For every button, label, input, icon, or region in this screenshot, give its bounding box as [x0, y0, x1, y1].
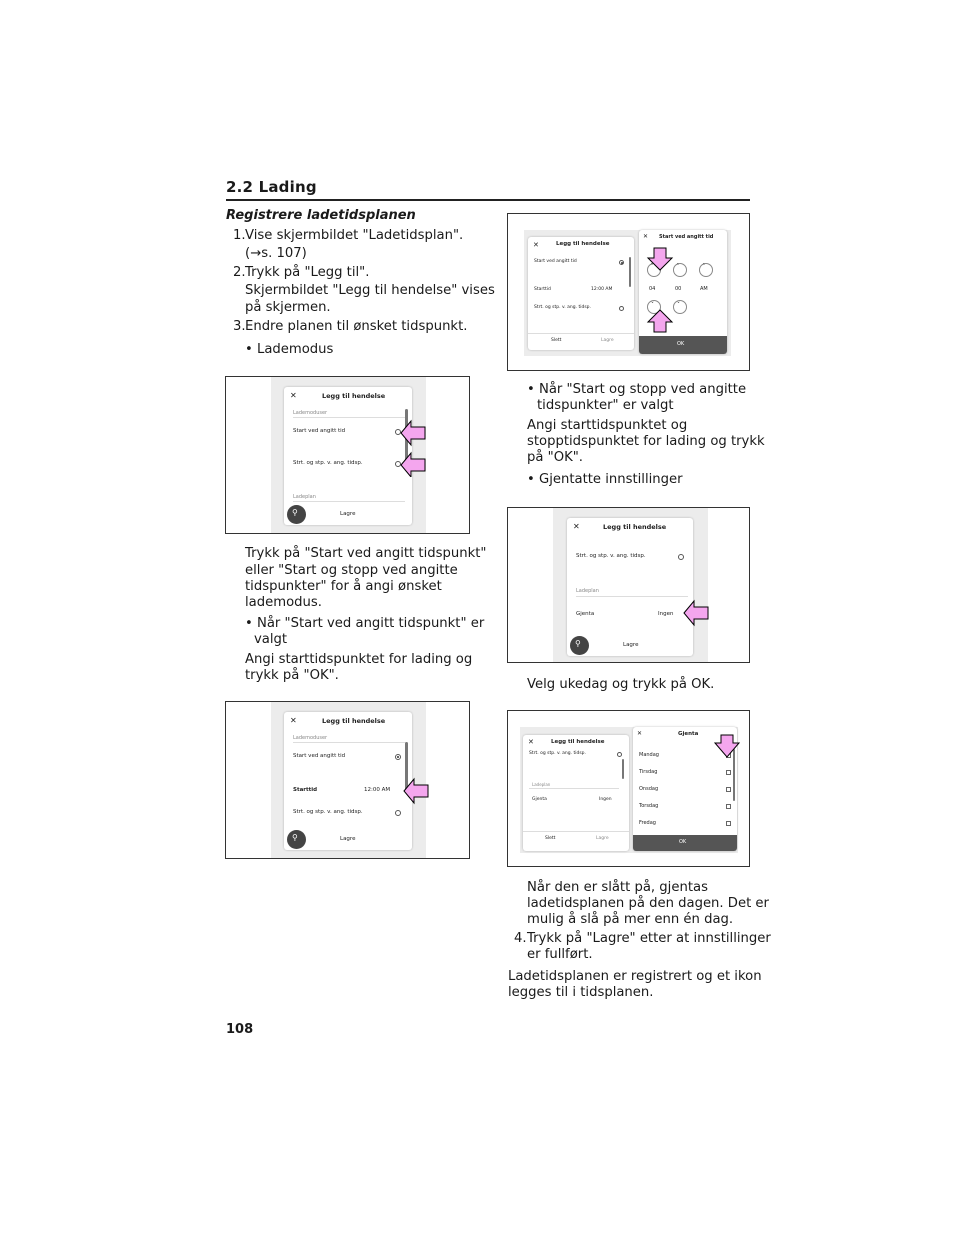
close-icon[interactable]: ✕	[290, 391, 297, 400]
close-icon[interactable]: ✕	[290, 716, 297, 725]
step-4-number: 4.	[514, 931, 527, 946]
step-2-detail-2: på skjermen.	[245, 300, 331, 315]
divider	[293, 417, 405, 418]
para6-line1: Ladetidsplanen er registrert og et ikon	[508, 969, 762, 984]
add-event-panel	[284, 387, 412, 525]
para1-line2: eller "Start og stopp ved angitte	[245, 563, 458, 578]
search-icon: ⚲	[575, 639, 581, 648]
lademoduser-label: Lademoduser	[293, 735, 328, 741]
option-strt-og-stp[interactable]: Strt. og stp. v. ang. tidsp.	[293, 460, 363, 466]
add-event-panel	[528, 237, 634, 350]
ladeplan-label: Ladeplan	[532, 782, 551, 787]
search-icon: ⚲	[292, 508, 298, 517]
para3-line1: Angi starttidspunktet og	[527, 418, 688, 433]
panel-title: Legg til hendelse	[556, 241, 610, 247]
chevron-up-icon: ˆ	[676, 263, 680, 271]
repeat-title: Gjenta	[678, 731, 699, 737]
para2-line1: Angi starttidspunktet for lading og	[245, 652, 473, 667]
ladeplan-label: Ladeplan	[293, 494, 316, 500]
pointer-arrow	[684, 601, 708, 625]
gjenta-value[interactable]: Ingen	[599, 797, 612, 802]
pointer-arrows	[646, 246, 674, 334]
minute-down-button[interactable]	[673, 300, 687, 314]
pointer-arrow	[404, 779, 428, 803]
pointer-arrow-1	[401, 421, 425, 445]
step-2-number: 2.	[233, 265, 246, 280]
ladeplan-label: Ladeplan	[576, 588, 599, 594]
figure-repeat	[507, 507, 750, 663]
pointer-arrow-down	[715, 735, 739, 757]
radio-start-selected[interactable]	[619, 260, 624, 265]
delete-button[interactable]: Slett	[551, 338, 562, 343]
starttid-value[interactable]: 12:00 AM	[364, 787, 391, 793]
divider	[523, 831, 629, 832]
divider	[528, 333, 634, 334]
screen	[553, 508, 708, 663]
checkbox-tuesday[interactable]	[726, 770, 731, 775]
close-icon[interactable]: ✕	[643, 233, 649, 240]
step-1-number: 1.	[233, 228, 246, 243]
save-button[interactable]: Lagre	[601, 338, 614, 343]
section-title: 2.2 Lading	[226, 178, 317, 196]
lademoduser-label: Lademoduser	[293, 410, 328, 416]
add-event-panel	[523, 735, 629, 851]
bullet-start-line2: valgt	[254, 632, 288, 647]
ok-button[interactable]	[633, 835, 737, 851]
bullet-startstop-line2: tidspunkter" er valgt	[537, 398, 674, 413]
bullet-lademodus: • Lademodus	[245, 342, 334, 357]
step-2-detail-1: Skjermbildet "Legg til hendelse" vises	[245, 283, 495, 298]
add-event-panel	[284, 712, 412, 850]
para5-line2: ladetidsplanen på den dagen. Det er	[527, 896, 769, 911]
scrollbar[interactable]	[629, 257, 631, 287]
checkbox-wednesday[interactable]	[726, 787, 731, 792]
day-monday[interactable]: Mandag	[639, 752, 659, 758]
radio-start-ved-angitt-tid-selected[interactable]	[395, 754, 401, 760]
search-icon: ⚲	[292, 833, 298, 842]
panel-title: Legg til hendelse	[551, 739, 605, 745]
picker-title: Start ved angitt tid	[659, 234, 714, 240]
para5-line1: Når den er slått på, gjentas	[527, 880, 708, 895]
screen	[524, 230, 731, 356]
day-friday[interactable]: Fredag	[639, 820, 656, 826]
ok-label: OK	[679, 839, 687, 845]
gjenta-label: Gjenta	[576, 611, 595, 617]
delete-button[interactable]: Slett	[545, 836, 556, 841]
add-event-panel	[567, 518, 693, 656]
divider	[576, 596, 688, 597]
figure-lademodus	[225, 376, 470, 534]
ok-button[interactable]	[639, 336, 727, 354]
step-4-text-2: er fullført.	[527, 947, 593, 962]
step-1-ref: (→s. 107)	[245, 246, 307, 261]
pointer-arrows	[399, 417, 429, 477]
section-divider	[226, 199, 750, 201]
pointer-arrow-up	[648, 310, 672, 332]
ampm-value: AM	[700, 286, 708, 292]
close-icon[interactable]: ✕	[573, 522, 580, 531]
para5-line3: mulig å slå på mer enn én dag.	[527, 912, 734, 927]
option-strt-og-stp[interactable]: Strt. og stp. v. ang. tidsp.	[293, 809, 363, 815]
pointer-arrow-down	[648, 248, 672, 270]
para4: Velg ukedag og trykk på OK.	[527, 677, 715, 692]
para1-line1: Trykk på "Start ved angitt tidspunkt"	[245, 546, 487, 561]
ok-label: OK	[677, 341, 685, 347]
panel-title: Legg til hendelse	[603, 523, 667, 531]
scrollbar[interactable]	[622, 759, 624, 779]
day-thursday[interactable]: Torsdag	[639, 803, 659, 809]
save-button[interactable]: Lagre	[623, 642, 639, 648]
page-number: 108	[226, 1022, 254, 1037]
gjenta-label: Gjenta	[532, 797, 547, 802]
para6-line2: legges til i tidsplanen.	[508, 985, 654, 1000]
pointer-arrows	[714, 733, 740, 761]
divider	[529, 788, 619, 789]
chevron-up-icon: ˆ	[650, 263, 654, 271]
starttid-label: Starttid	[534, 287, 551, 292]
gjenta-value[interactable]: Ingen	[658, 611, 674, 617]
option-strt-og-stp[interactable]: Strt. og stp. v. ang. tidsp.	[576, 553, 646, 559]
option-start-ved-angitt-tid[interactable]: Start ved angitt tid	[293, 428, 346, 434]
panel-title: Legg til hendelse	[322, 717, 386, 725]
day-tuesday[interactable]: Tirsdag	[639, 769, 658, 775]
pointer-arrow-2	[401, 453, 425, 477]
chevron-up-icon: ˆ	[702, 263, 706, 271]
day-wednesday[interactable]: Onsdag	[639, 786, 659, 792]
close-icon[interactable]: ✕	[528, 738, 534, 746]
step-1-text: Vise skjermbildet "Ladetidsplan".	[245, 228, 464, 243]
chevron-down-icon: ˇ	[651, 302, 654, 309]
para3-line2: stopptidspunktet for lading og trykk	[527, 434, 765, 449]
bullet-start-line1: • Når "Start ved angitt tidspunkt" er	[245, 616, 485, 631]
pointer-arrows	[682, 597, 712, 629]
close-icon[interactable]: ✕	[637, 730, 643, 737]
figure-time-picker	[507, 213, 750, 371]
para3-line3: på "OK".	[527, 450, 583, 465]
chevron-down-icon: ˇ	[677, 302, 680, 309]
minute-value: 00	[675, 286, 682, 292]
figure-starttid	[225, 701, 470, 859]
step-3-number: 3.	[233, 319, 246, 334]
bullet-startstop-line1: • Når "Start og stopp ved angitte	[527, 382, 747, 397]
step-2-text: Trykk på "Legg til".	[245, 265, 370, 280]
radio-strt-og-stp[interactable]	[619, 306, 624, 311]
para1-line4: lademodus.	[245, 595, 322, 610]
subsection-heading: Registrere ladetidsplanen	[226, 208, 416, 223]
option-start-ved-angitt-tid[interactable]: Start ved angitt tid	[293, 753, 346, 759]
option-strt-og-stp[interactable]: Strt. og stp. v. ang. tidsp.	[529, 751, 586, 756]
panel-title: Legg til hendelse	[322, 392, 386, 400]
option-start-ved-angitt-tid[interactable]: Start ved angitt tid	[534, 259, 577, 264]
radio-strt-og-stp[interactable]	[395, 810, 401, 816]
pointer-arrows	[402, 775, 430, 807]
option-strt-og-stp[interactable]: Strt. og stp. v. ang. tidsp.	[534, 305, 591, 310]
checkbox-thursday[interactable]	[726, 804, 731, 809]
step-4-text: Trykk på "Lagre" etter at innstillinger	[527, 931, 771, 946]
radio-strt-og-stp[interactable]	[617, 752, 622, 757]
screen	[520, 727, 738, 853]
close-icon[interactable]: ✕	[533, 241, 539, 249]
radio-strt-og-stp[interactable]	[678, 554, 684, 560]
divider	[293, 742, 405, 743]
checkbox-friday[interactable]	[726, 821, 731, 826]
figure-weekdays	[507, 710, 750, 867]
divider	[293, 501, 405, 502]
save-button[interactable]: Lagre	[596, 836, 609, 841]
starttid-value[interactable]: 12:00 AM	[591, 287, 613, 292]
save-button[interactable]: Lagre	[340, 836, 356, 842]
hour-value: 04	[649, 286, 656, 292]
bullet-repeat: • Gjentatte innstillinger	[527, 472, 683, 487]
para2-line2: trykk på "OK".	[245, 668, 339, 683]
step-3-text: Endre planen til ønsket tidspunkt.	[245, 319, 468, 334]
para1-line3: tidspunkter" for å angi ønsket	[245, 579, 442, 594]
starttid-label: Starttid	[293, 787, 318, 793]
save-button[interactable]: Lagre	[340, 511, 356, 517]
